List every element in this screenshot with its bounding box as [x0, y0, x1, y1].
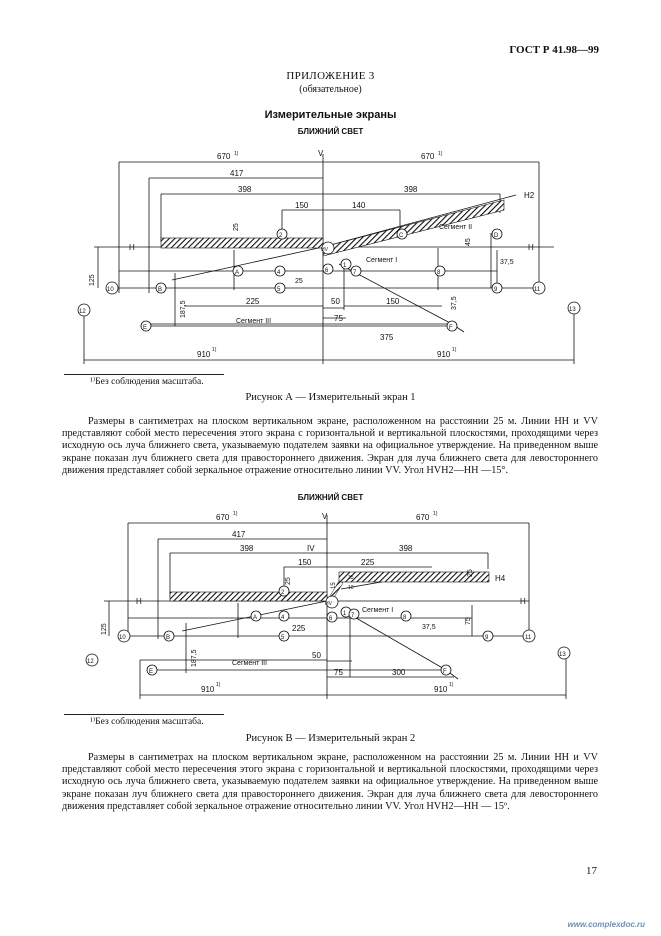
paragraph-2: Размеры в сантиметрах на плоском вертикальном экране, расположенном на расстоянии 25 м. Линии HH и VV представляют собой место пересечения этого экрана с горизонтальной и вертикальной плоскостями, проходящими через исходную ось луча ближнего света, указываемую подателем заявки на официальное утверждение. На приведенном выше экране показан луч ближнего света для правостороннего движения. Экран для луча ближнего света для левостороннего движения представляет собой зеркальное отражение относительно линии VV. Угол HVH2—HH — 15º.	[62, 752, 598, 812]
fig1-d910-right: 910	[437, 350, 451, 359]
fig1-pt13: 13	[569, 307, 576, 313]
fig1-pt5: 5	[277, 287, 281, 293]
fig2-pt13: 13	[559, 652, 566, 658]
fig2-d125: 125	[101, 623, 108, 635]
fig2-d25: 25	[285, 577, 292, 585]
fig1-ptF: F	[449, 325, 453, 331]
fig2-sup-4: 1)	[449, 682, 454, 688]
fig2-pt11: 11	[525, 635, 532, 641]
fig2-pt9: 9	[485, 635, 489, 641]
fig2-d15: 15	[331, 582, 337, 589]
fig2-sup-2: 1)	[433, 511, 438, 517]
fig2-seg1-label: Сегмент I	[362, 607, 394, 614]
fig2-pt8: 8	[403, 615, 407, 621]
paragraph-1: Размеры в сантиметрах на плоском вертикальном экране, расположенном на расстоянии 25 м. Линии HH и VV представляют собой место пересечения этого экрана с горизонтальной и вертикальной плоскостями, проходящими через исходную ось луча ближнего света, указываемую подателем заявки на официальное утверждение. На приведенном выше экране показан луч ближнего света для правостороннего движения. Экран для луча ближнего света для левостороннего движения представляет собой зеркальное отражение относительно линии VV. Угол HVH2—HH —15°.	[62, 416, 598, 476]
appendix-subtitle: (обязательное)	[299, 84, 362, 95]
fig2-v-label: V	[322, 512, 328, 521]
fig1-d140: 140	[352, 201, 366, 210]
fig1-d75: 75	[334, 314, 343, 323]
fig1-h-right-label: H	[528, 243, 534, 252]
fig1-d1875: 187,5	[180, 300, 187, 318]
fig1-seg2-label: Сегмент II	[439, 224, 473, 231]
fig2-d225b: 225	[292, 624, 306, 633]
fig1-pt9: 9	[494, 287, 498, 293]
fig2-d670-left: 670	[216, 513, 230, 522]
fig1-pt4: 4	[277, 270, 281, 276]
figure2-diagram	[54, 505, 614, 705]
fig2-d225: 225	[361, 558, 375, 567]
figure1-footnote-rule	[64, 374, 224, 375]
fig1-pt1: 1	[343, 263, 347, 269]
fig2-d910-right: 910	[434, 685, 448, 694]
fig1-seg3-label: Сегмент III	[236, 318, 272, 325]
fig1-d670-right: 670	[421, 152, 435, 161]
fig1-pt12: 12	[79, 309, 86, 315]
fig1-sup-4: 1)	[452, 347, 457, 353]
fig2-d150: 150	[298, 558, 312, 567]
fig1-h2-label: H2	[524, 191, 535, 200]
fig2-pt1: 1	[343, 611, 347, 617]
fig2-d398r: 398	[399, 544, 413, 553]
fig1-pt11: 11	[534, 287, 541, 293]
fig1-ptC: C	[399, 233, 404, 239]
fig1-d375v: 37,5	[451, 296, 458, 310]
fig2-seg3-label: Сегмент III	[232, 660, 268, 667]
appendix-title: ПРИЛОЖЕНИЕ 3	[286, 70, 375, 82]
fig1-d398: 398	[238, 185, 252, 194]
fig2-ptF: F	[443, 669, 447, 675]
fig2-pt10: 10	[119, 635, 126, 641]
fig1-sup-1: 1)	[234, 151, 239, 157]
figure1-beam-title: БЛИЖНИЙ СВЕТ	[297, 127, 364, 136]
fig1-d45: 45	[465, 238, 472, 246]
fig2-ptHV: HV	[325, 601, 332, 607]
fig2-d417: 417	[232, 530, 246, 539]
figure1-footnote: ¹⁾Без соблюдения масштаба.	[90, 377, 204, 387]
fig2-pt2: 2	[281, 590, 285, 596]
fig1-ptA: A	[235, 270, 240, 276]
fig1-d25b: 25	[295, 278, 303, 285]
fig1-ptB: B	[158, 287, 163, 293]
fig1-d25: 25	[233, 223, 240, 231]
fig2-d50: 50	[312, 651, 321, 660]
fig2-d375: 37,5	[422, 624, 436, 631]
segment-2-hatch	[323, 200, 504, 256]
fig2-ptE: E	[149, 669, 154, 675]
fig2-d25r: 25	[467, 569, 474, 577]
fig2-h-left-label: H	[136, 597, 142, 606]
fig2-d75v: 75	[465, 617, 472, 625]
fig2-pt5: 5	[281, 635, 285, 641]
fig1-d375: 375	[380, 333, 394, 342]
fig2-ptB: B	[166, 635, 171, 641]
fig2-d35: 35	[348, 575, 354, 581]
fig1-sup-3: 1)	[212, 347, 217, 353]
fig2-d398: 398	[240, 544, 254, 553]
fig1-ptE: E	[143, 325, 148, 331]
segment-left-hatch	[161, 238, 323, 248]
website-watermark[interactable]: www.complexdoc.ru	[567, 920, 645, 929]
fig1-seg1-label: Сегмент I	[366, 257, 398, 264]
fig2-h4-label: H4	[495, 574, 506, 583]
fig1-pt6: 6	[325, 268, 329, 274]
fig2-d300: 300	[392, 668, 406, 677]
fig2-ptA: A	[253, 615, 258, 621]
page-number: 17	[586, 865, 597, 877]
fig1-pt8: 8	[437, 270, 441, 276]
fig1-d910-left: 910	[197, 350, 211, 359]
fig1-d670-left: 670	[217, 152, 231, 161]
fig1-d375h: 37,5	[500, 259, 514, 266]
fig1-sup-2: 1)	[438, 151, 443, 157]
figure2-footnote: ¹⁾Без соблюдения масштаба.	[90, 717, 204, 727]
fig1-d50: 50	[331, 297, 340, 306]
fig2-d75: 75	[334, 668, 343, 677]
fig2-pt12: 12	[87, 659, 94, 665]
fig2-h-right-label: H	[520, 597, 526, 606]
fig2-d670-right: 670	[416, 513, 430, 522]
fig2-pt6: 6	[329, 616, 333, 622]
fig2-sup-3: 1)	[216, 682, 221, 688]
fig2-sup-1: 1)	[233, 511, 238, 517]
fig1-ptD: D	[494, 233, 499, 239]
figure1-caption: Рисунок А — Измерительный экран 1	[245, 392, 416, 403]
fig2-pt7: 7	[351, 613, 355, 619]
figure1-diagram	[54, 138, 614, 370]
fig1-ptHV: HV	[321, 247, 328, 253]
standard-header: ГОСТ Р 41.98—99	[509, 44, 599, 56]
fig2-left-hatch	[170, 592, 327, 601]
fig1-v-label: V	[318, 149, 324, 158]
fig2-d1875: 187,5	[191, 649, 198, 667]
fig1-pt2: 2	[279, 233, 283, 239]
fig1-d125: 125	[89, 274, 96, 286]
fig2-d910-left: 910	[201, 685, 215, 694]
fig1-d417: 417	[230, 169, 244, 178]
figure2-footnote-rule	[64, 714, 224, 715]
fig1-pt10: 10	[107, 287, 114, 293]
fig1-d225: 225	[246, 297, 260, 306]
fig1-h-left-label: H	[129, 243, 135, 252]
fig1-d398r: 398	[404, 185, 418, 194]
fig1-d150r: 150	[386, 297, 400, 306]
fig2-pt4: 4	[281, 615, 285, 621]
figure2-caption: Рисунок В — Измерительный экран 2	[245, 733, 416, 744]
fig2-d10: 10	[348, 585, 354, 591]
section-title: Измерительные экраны	[264, 109, 397, 121]
fig2-iv-label: IV	[307, 544, 315, 553]
fig1-pt7: 7	[353, 270, 357, 276]
figure2-beam-title: БЛИЖНИЙ СВЕТ	[297, 493, 364, 502]
fig1-d150: 150	[295, 201, 309, 210]
